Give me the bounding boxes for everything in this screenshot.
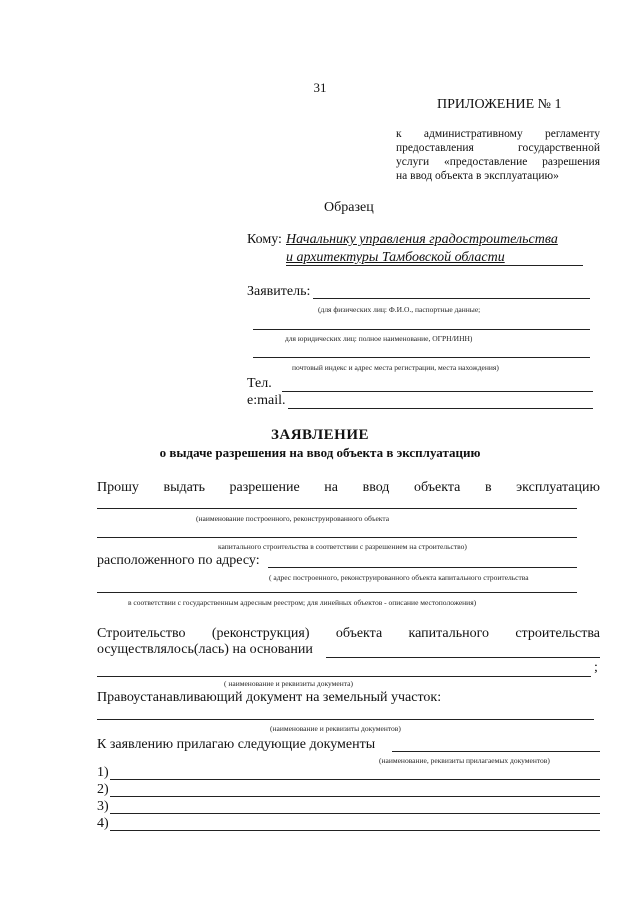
applicant-field-3[interactable] [253, 357, 590, 358]
email-label: e:mail. [247, 393, 286, 408]
hint-object-name-2: капитального строительства в соответствии с разрешением на строительство) [218, 542, 467, 551]
object-name-field[interactable] [97, 508, 577, 509]
hint-attached: (наименование, реквизиты прилагаемых документов) [379, 756, 550, 765]
attachment-item [97, 816, 109, 832]
attachment-item [97, 799, 109, 815]
construction-word: строительства [515, 626, 600, 641]
hint-legal: для юридических лиц: полное наименование, ОГРН/ИНН) [285, 334, 473, 343]
request-word: разрешение [229, 480, 300, 495]
request-word: на [324, 480, 338, 495]
attachments-field[interactable] [392, 751, 600, 752]
regulation-line: на ввод объекта в эксплуатацию» [396, 170, 559, 182]
construction-basis-label: осуществлялось(лась) на основании [97, 642, 313, 657]
address-field-2[interactable] [97, 592, 577, 593]
request-word: Прошу [97, 480, 139, 495]
attachment-field[interactable] [110, 830, 600, 831]
attachment-number: 3) [97, 799, 109, 814]
recipient-line-1: Начальнику управления градостроительства [286, 232, 558, 247]
construction-word: капитального [408, 626, 489, 641]
appendix-heading: ПРИЛОЖЕНИЕ № 1 [437, 97, 562, 112]
hint-object-name: (наименование построенного, реконструированного объекта [196, 514, 390, 523]
construction-word: объекта [335, 626, 383, 641]
attachment-number: 1) [97, 765, 109, 780]
attachment-field[interactable] [110, 813, 600, 814]
recipient-label: Кому: [247, 232, 282, 247]
address-label: расположенного по адресу: [97, 553, 260, 568]
attachment-item [97, 782, 109, 798]
request-word: выдать [163, 480, 205, 495]
land-document-field[interactable] [97, 719, 594, 720]
email-field[interactable] [288, 408, 593, 409]
hint-document: ( наименование и реквизиты документа) [224, 679, 353, 688]
page-number: 31 [313, 80, 327, 95]
request-word: эксплуатацию [516, 480, 600, 495]
sample-label: Образец [324, 200, 374, 215]
hint-individual: (для физических лиц: Ф.И.О., паспортные данные; [318, 305, 481, 314]
applicant-label: Заявитель: [247, 284, 311, 299]
request-word: ввод [362, 480, 390, 495]
attachment-number: 2) [97, 782, 109, 797]
attachments-label: К заявлению прилагаю следующие документы [97, 737, 376, 752]
attachment-field[interactable] [110, 796, 600, 797]
regulation-line: услуги «предоставление разрешения [396, 156, 600, 168]
attachment-item [97, 765, 109, 781]
recipient-line-2-text: и архитектуры Тамбовской области [286, 250, 505, 265]
regulation-line: предоставления государственной [396, 142, 600, 154]
regulation-note [396, 127, 600, 183]
semicolon: ; [594, 660, 598, 675]
hint-address-object: ( адрес построенного, реконструированного объекта капитального строительства [269, 573, 529, 582]
recipient-underline [286, 265, 583, 266]
document-title: ЗАЯВЛЕНИЕ [270, 427, 370, 443]
phone-label: Тел. [247, 376, 272, 391]
hint-address: почтовый индекс и адрес места регистрации, места нахождения) [292, 363, 499, 372]
construction-word: (реконструкция) [211, 626, 310, 641]
request-word: в [484, 480, 492, 495]
document-subtitle: о выдаче разрешения на ввод объекта в эксплуатацию [159, 445, 481, 460]
construction-word: Строительство [97, 626, 186, 641]
hint-land-document: (наименование и реквизиты документов) [270, 724, 401, 733]
hint-address-object-2: в соответствии с государственным адресным реестром; для линейных объектов - описание местоположения) [128, 598, 477, 607]
object-name-field-2[interactable] [97, 537, 577, 538]
regulation-line: к административному регламенту [396, 128, 600, 140]
address-field[interactable] [268, 567, 577, 568]
land-document-label: Правоустанавливающий документ на земельный участок: [97, 690, 442, 705]
recipient-line-2 [286, 250, 505, 266]
construction-line [97, 626, 600, 642]
request-line [97, 480, 600, 496]
applicant-field[interactable] [313, 298, 590, 299]
attachment-field[interactable] [110, 779, 600, 780]
construction-basis-field-2[interactable] [97, 676, 591, 677]
applicant-field-2[interactable] [253, 329, 590, 330]
request-word: объекта [414, 480, 461, 495]
attachment-number: 4) [97, 816, 109, 831]
construction-basis-field[interactable] [326, 657, 600, 658]
phone-field[interactable] [282, 391, 593, 392]
